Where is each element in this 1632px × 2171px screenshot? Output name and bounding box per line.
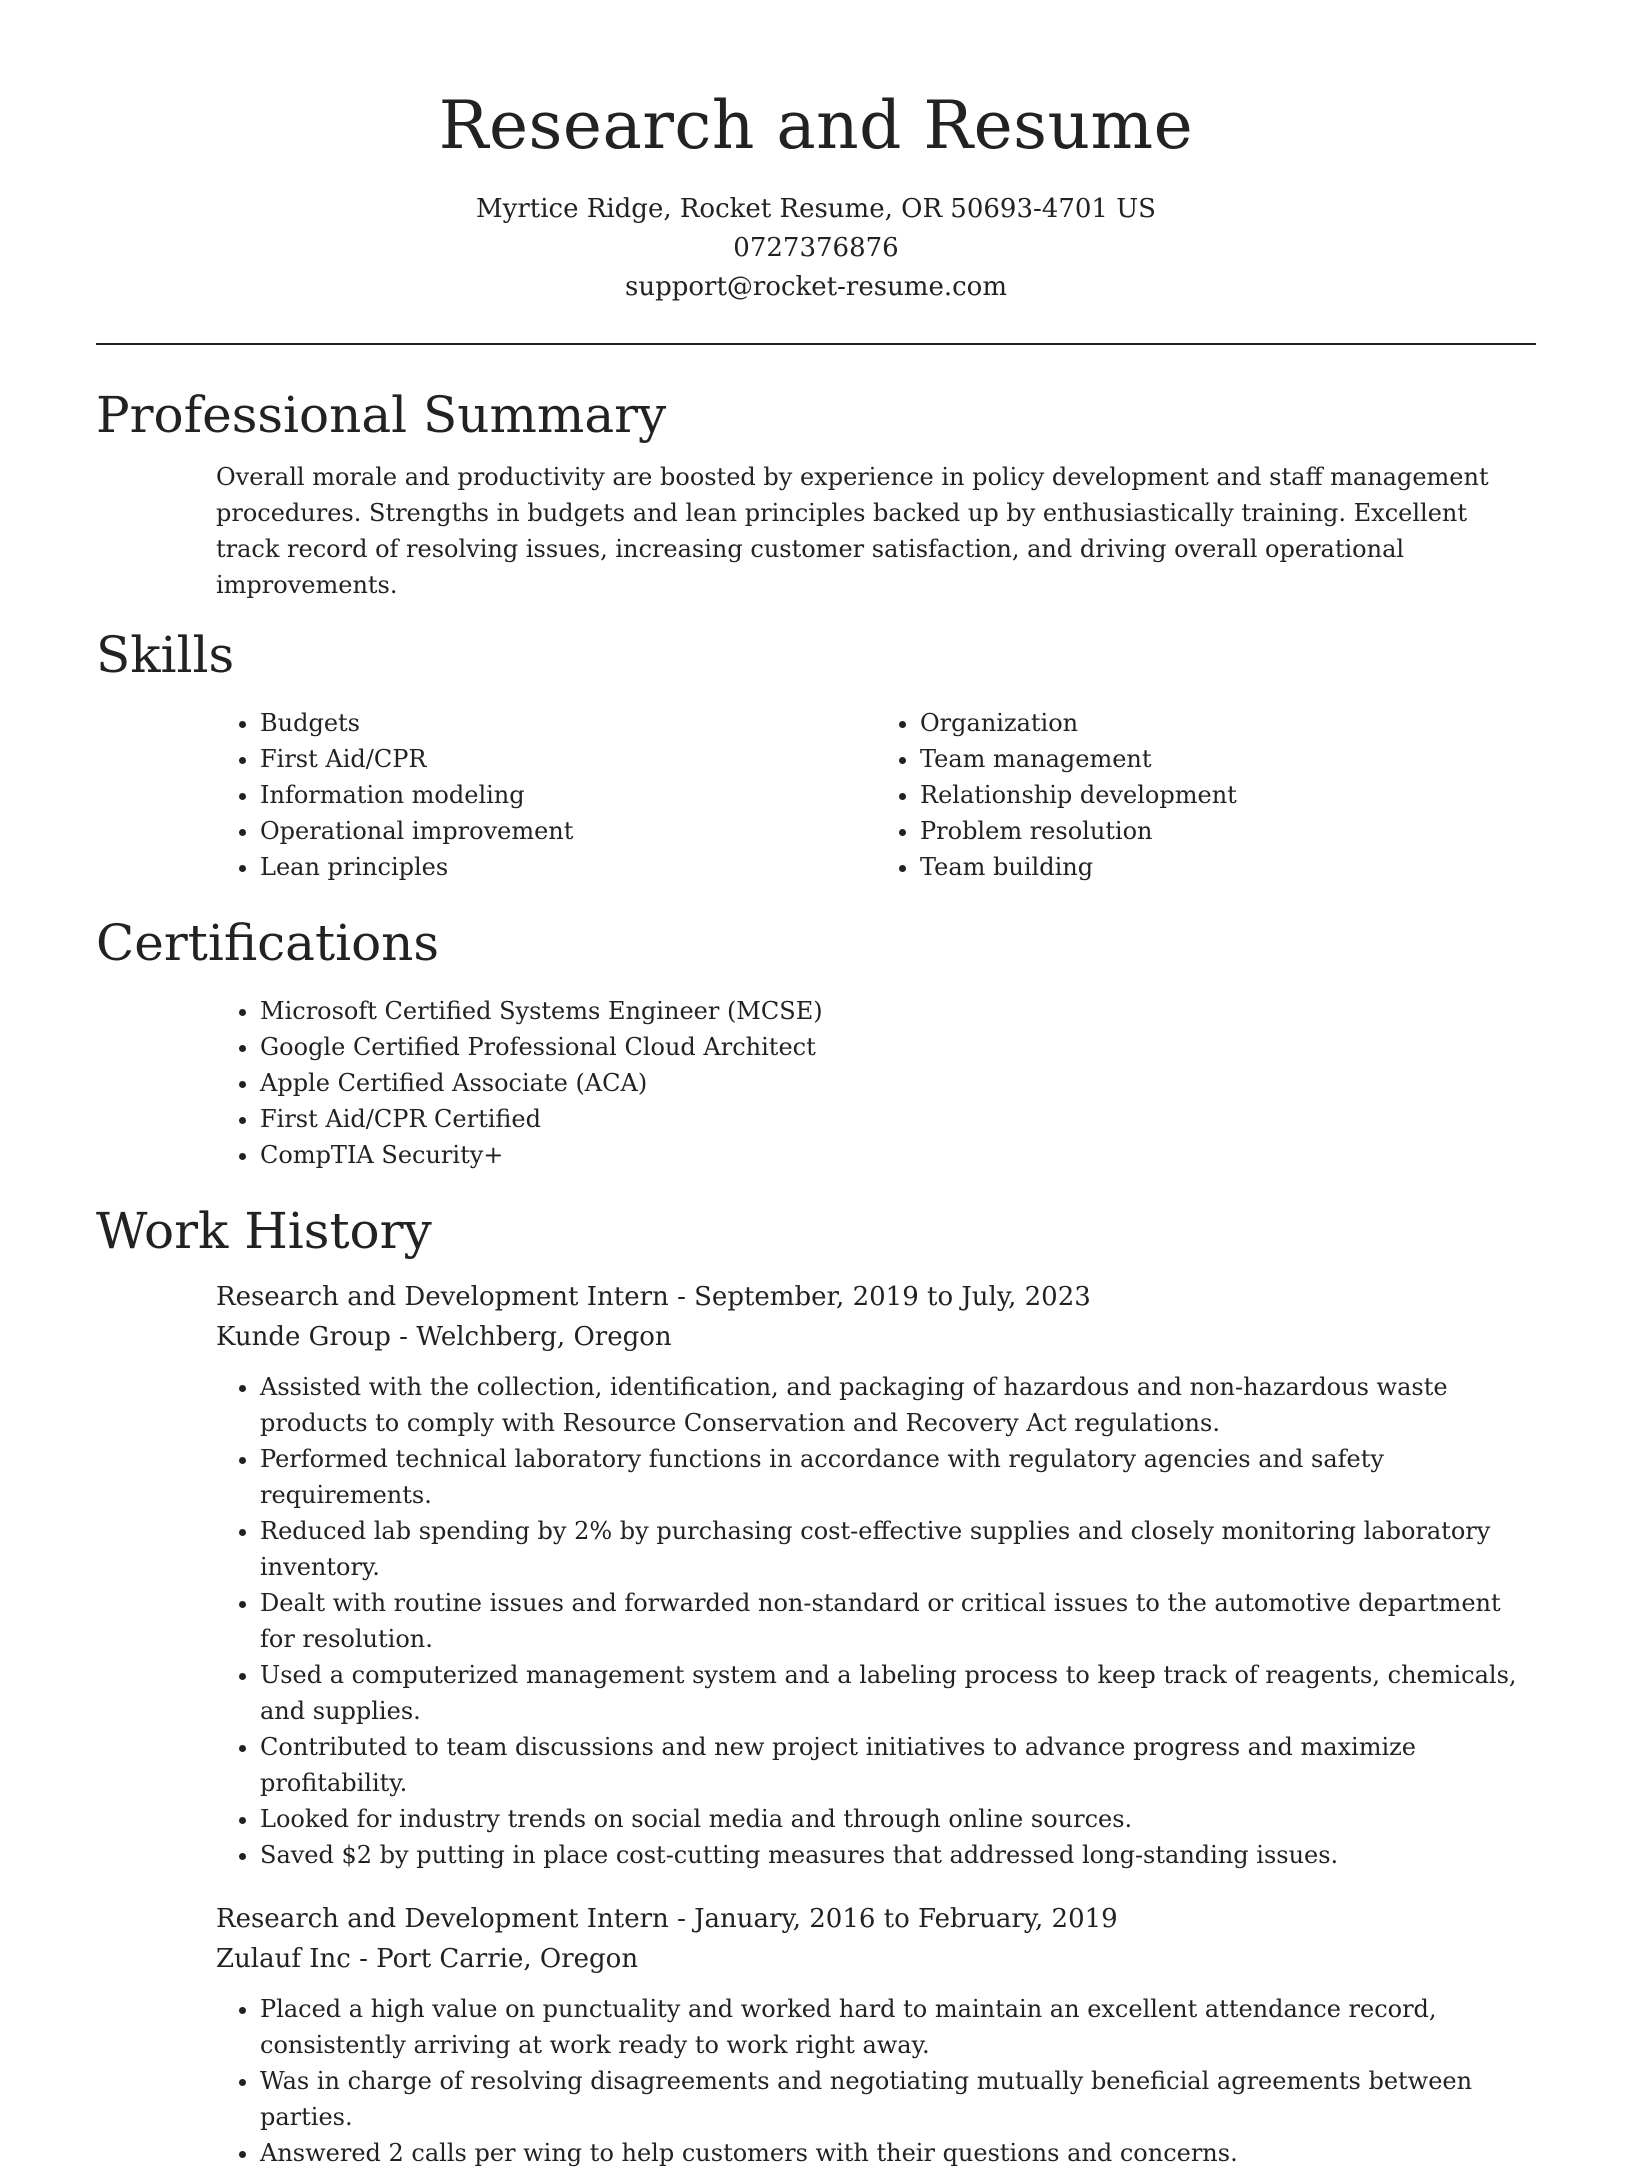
skill-item: • Relationship development — [920, 777, 1536, 813]
address: Myrtice Ridge, Rocket Resume, OR 50693-4701 US — [476, 194, 1156, 224]
email: support@rocket-resume.com — [624, 272, 1007, 302]
job-duty: • Used a computerized management system and a labeling process to keep track of reagents, chemicals, and supplies. — [260, 1657, 1536, 1729]
job-duty: • Answered 2 calls per wing to help customers with their questions and concerns. — [260, 2135, 1536, 2171]
skill-item: • Team building — [920, 849, 1536, 885]
job-company-line — [216, 1939, 1536, 1979]
skill-item: • Information modeling — [260, 777, 876, 813]
job-company: Kunde Group — [216, 1322, 391, 1352]
job-location: Port Carrie, Oregon — [376, 1944, 639, 1974]
job-duty: • Contributed to team discussions and new project initiatives to advance progress and maximize profitability. — [260, 1729, 1536, 1801]
certification-item: • Apple Certified Associate (ACA) — [260, 1065, 1536, 1101]
job-title-line — [216, 1277, 1536, 1317]
skill-item: • Organization — [920, 705, 1536, 741]
job-duties — [216, 1369, 1536, 1873]
skills-column-right — [876, 705, 1536, 885]
job-dates: September, 2019 to July, 2023 — [694, 1282, 1091, 1312]
job-role: Research and Development Intern — [216, 1904, 669, 1934]
skill-item: • Budgets — [260, 705, 876, 741]
job-role: Research and Development Intern — [216, 1282, 669, 1312]
summary-text: Overall morale and productivity are boosted by experience in policy development and staff management procedures. Strengths in budgets and lean principles backed up by enthusiastically training. Excellent track record of resolving issues, increasing customer satisfaction, and driving overall operational improvements. — [216, 463, 1489, 599]
certification-item: • First Aid/CPR Certified — [260, 1101, 1536, 1137]
job-duty: • Placed a high value on punctuality and worked hard to maintain an excellent attendance record, consistently arriving at work ready to work right away. — [260, 1991, 1536, 2063]
job-duty: • Saved $2 by putting in place cost-cutting measures that addressed long-standing issues. — [260, 1837, 1536, 1873]
job-location: Welchberg, Oregon — [416, 1322, 672, 1352]
certifications-heading: Certifications — [96, 914, 440, 972]
job-separator: - — [359, 1944, 377, 1974]
contact-info — [96, 190, 1536, 307]
skills-list — [216, 705, 1536, 885]
skill-item: • Problem resolution — [920, 813, 1536, 849]
work-history-heading: Work History — [96, 1202, 432, 1260]
header-divider — [96, 343, 1536, 345]
resume-name: Research and Resume — [438, 87, 1194, 164]
resume-header — [96, 0, 1536, 307]
job-duty: • Was in charge of resolving disagreements and negotiating mutually beneficial agreements between parties. — [260, 2063, 1536, 2135]
skill-item: • Lean principles — [260, 849, 876, 885]
certifications-items — [216, 993, 1536, 1173]
job-title-line — [216, 1899, 1536, 1939]
job-duty: • Performed technical laboratory functions in accordance with regulatory agencies and safety requirements. — [260, 1441, 1536, 1513]
job-duty: • Reduced lab spending by 2% by purchasing cost-effective supplies and closely monitoring laboratory inventory. — [260, 1513, 1536, 1585]
job-duties — [216, 1991, 1536, 2171]
job-separator: - — [677, 1282, 695, 1312]
skill-item: • First Aid/CPR — [260, 741, 876, 777]
job-entry — [216, 1277, 1536, 1873]
skill-item: • Operational improvement — [260, 813, 876, 849]
job-duty: • Looked for industry trends on social media and through online sources. — [260, 1801, 1536, 1837]
skill-item: • Team management — [920, 741, 1536, 777]
certification-item: • Google Certified Professional Cloud Architect — [260, 1029, 1536, 1065]
job-dates: January, 2016 to February, 2019 — [694, 1904, 1118, 1934]
summary-heading: Professional Summary — [96, 386, 667, 444]
job-company: Zulauf Inc — [216, 1944, 351, 1974]
job-duty: • Assisted with the collection, identification, and packaging of hazardous and non-hazardous waste products to comply with Resource Conservation and Recovery Act regulations. — [260, 1369, 1536, 1441]
skills-column-left — [216, 705, 876, 885]
job-duty: • Dealt with routine issues and forwarded non-standard or critical issues to the automotive department for resolution. — [260, 1585, 1536, 1657]
certification-item: • CompTIA Security+ — [260, 1137, 1536, 1173]
certifications-list — [216, 993, 1536, 1173]
job-company-line — [216, 1317, 1536, 1357]
certification-item: • Microsoft Certified Systems Engineer (MCSE) — [260, 993, 1536, 1029]
skills-heading: Skills — [96, 626, 235, 684]
phone: 0727376876 — [733, 233, 899, 263]
job-separator: - — [677, 1904, 695, 1934]
job-entry — [216, 1899, 1536, 2171]
job-separator: - — [399, 1322, 417, 1352]
